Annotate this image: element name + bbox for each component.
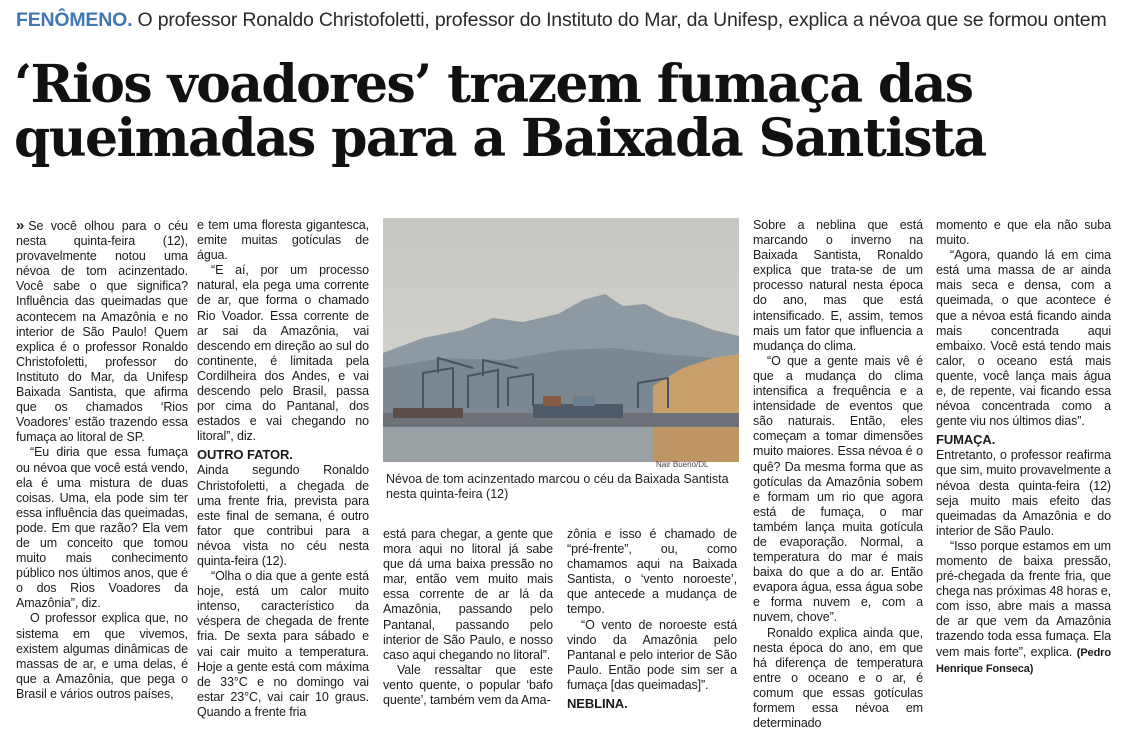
paragraph: e tem uma floresta gigantesca, emite muitas gotículas de água. (197, 218, 369, 263)
subheading-fumaca: FUMAÇA. (936, 432, 996, 448)
headline-line-2: queimadas para a Baixada Santista (14, 108, 986, 169)
paragraph: Sobre a neblina que está marcando o inverno na Baixada Santista, Ronaldo explica que trata-se de um processo natural nesta época do ano, mas que está intensificado. E, assim, temos mais um fator que influencia a mudança do clima. (753, 218, 923, 353)
photo-illustration (383, 218, 739, 462)
paragraph-text: Se você olhou para o céu nesta quinta-feira (12), provavelmente notou uma névoa de tom acinzentado. Você sabe o que significa? Influência das queimadas que acontecem na Amazônia e no interior de São Paulo! Quem explica é o professor Ronaldo Christofoletti, professor do Instituto do Mar, da Unifesp Baixada Santista, que afirma que os chamados ‘Rios Voadores’ estão trazendo essa fumaça ao litoral de SP. (16, 219, 188, 445)
subheading-neblina: NEBLINA. (567, 696, 628, 712)
paragraph: “E aí, por um processo natural, ela pega uma corrente de ar, que forma o chamado Rio Voador. Essa corrente de ar sai da Amazônia, vai descendo em direção ao sul do continente, é limitada pela Cordilheira dos Andes, e vai descendo pelo Brasil, passa por cima do Pantanal, dos estados e vai chegando no litoral”, diz. (197, 263, 369, 444)
paragraph: Ronaldo explica ainda que, nesta época do ano, em que há diferença de temperatura entre o oceano e o ar, é comum que essas gotículas formem essa névoa em determinado (753, 625, 923, 731)
port-fog-photo (383, 218, 739, 462)
paragraph: Vale ressaltar que este vento quente, o popular ‘bafo quente’, também vem da Ama- (383, 662, 553, 708)
paragraph: “O vento de noroeste está vindo da Amazônia pelo Pantanal e pelo interior de São Paulo. Então pode sim ser a fumaça [das queimadas]”. (567, 617, 737, 692)
article-column-3 (383, 527, 553, 708)
kicker (16, 8, 1116, 32)
paragraph: “O que a gente mais vê é que a mudança do clima intensifica a frequência e a intensidade de eventos que são naturais. Então, eles começam a tomar dimensões muito maiores. Essa névoa é o quê? Da mesma forma que as gotículas da Amazônia sobem e formam um rio que agora está de fumaça, o mar também lança muita gotícula de evaporação. Normal, a temperatura do mar é mais baixa do que a do ar. Então evapora água, essa água sobe e forma nuvem e, com a nuvem, chove”. (753, 353, 923, 625)
paragraph: Ainda segundo Ronaldo Christofoletti, a chegada de uma frente fria, prevista para este final de semana, é outro fator que contribui para a névoa vista no céu nesta quinta-feira (12). (197, 463, 369, 568)
article-column-1 (16, 218, 188, 702)
article-column-2 (197, 218, 369, 720)
article-column-6 (936, 218, 1111, 677)
subheading-outro-fator: OUTRO FATOR. (197, 447, 293, 463)
paragraph: momento e que ela não suba muito. (936, 218, 1111, 248)
paragraph: zônia e isso é chamado de “pré-frente”, ou, como chamamos aqui na Baixada Santista, o ‘vento noroeste’, que antecede a mudança de tempo. (567, 527, 737, 617)
arrow-icon: » (16, 217, 25, 234)
headline (14, 54, 1114, 169)
paragraph: Entretanto, o professor reafirma que sim, muito provavelmente a névoa desta quinta-feira (12) seja muito mais efeito das queimadas da Amazônia e do interior de São Paulo. (936, 448, 1111, 538)
paragraph-text: “Isso porque estamos em um momento de baixa pressão, pré-chegada da frente fria, que chega nas próximas 48 horas e, com isso, abre mais a massa de ar que vem da Amazônia trazendo toda essa fumaça. Ela vem mais forte”, explica. (936, 538, 1111, 659)
kicker-tag: FENÔMENO. (16, 9, 133, 31)
headline-line-1: ‘Rios voadores’ trazem fumaça das (14, 54, 973, 115)
paragraph: “Eu diria que essa fumaça ou névoa que você está vendo, ela é uma mistura de duas coisas. Uma, ela pode sim ter essa influência das queimadas, pode. Em que razão? Ela vem de um conceito que tomou muito mais conhecimento público nos últimos anos, que é o dos Rios Voadores da Amazônia”, diz. (16, 445, 189, 611)
article-column-4 (567, 527, 737, 712)
paragraph: “Olha o dia que a gente está hoje, está um calor muito intenso, característico da véspera de chegada de frente fria. De sexta para sábado e vai cair muito a temperatura. Hoje a gente está com máxima de 33°C e no domingo vai estar 23°C, vai cair 10 graus. Quando a frente fria (197, 569, 369, 719)
photo-caption: Névoa de tom acinzentado marcou o céu da Baixada Santista nesta quinta-feira (12) (386, 472, 729, 501)
paragraph (16, 218, 188, 445)
kicker-text: O professor Ronaldo Christofoletti, professor do Instituto do Mar, da Unifesp, explica a névoa que se formou ontem (137, 9, 1107, 31)
paragraph: “Agora, quando lá em cima está uma massa de ar ainda mais seca e densa, com a queimada, o que acontece é que a névoa está ficando ainda mais concentrada aqui embaixo. Você está tendo mais calor, o oceano está mais quente, você lança mais água e, de repente, vai ficando essa névoa concentrada como a gente viu nos últimos dias”. (936, 248, 1111, 429)
paragraph (936, 539, 1111, 677)
photo-credit: Nair Bueno/DL (656, 460, 709, 469)
paragraph: O professor explica que, no sistema em que vivemos, existem algumas dinâmicas de massas de ar, e uma delas, é que a Amazônia, que pega o Brasil e vários outros países, (16, 611, 188, 701)
article-column-5 (753, 218, 923, 731)
paragraph: está para chegar, a gente que mora aqui no litoral já sabe que dá uma baixa pressão no mar, então vem muito mais essa corrente de ar lá da Amazônia, passando pelo Pantanal, passando pelo interior de São Paulo, e nosso caso aqui chegando no litoral”. (383, 527, 553, 662)
author-signature: (Pedro Henrique Fonseca) (936, 646, 1111, 675)
